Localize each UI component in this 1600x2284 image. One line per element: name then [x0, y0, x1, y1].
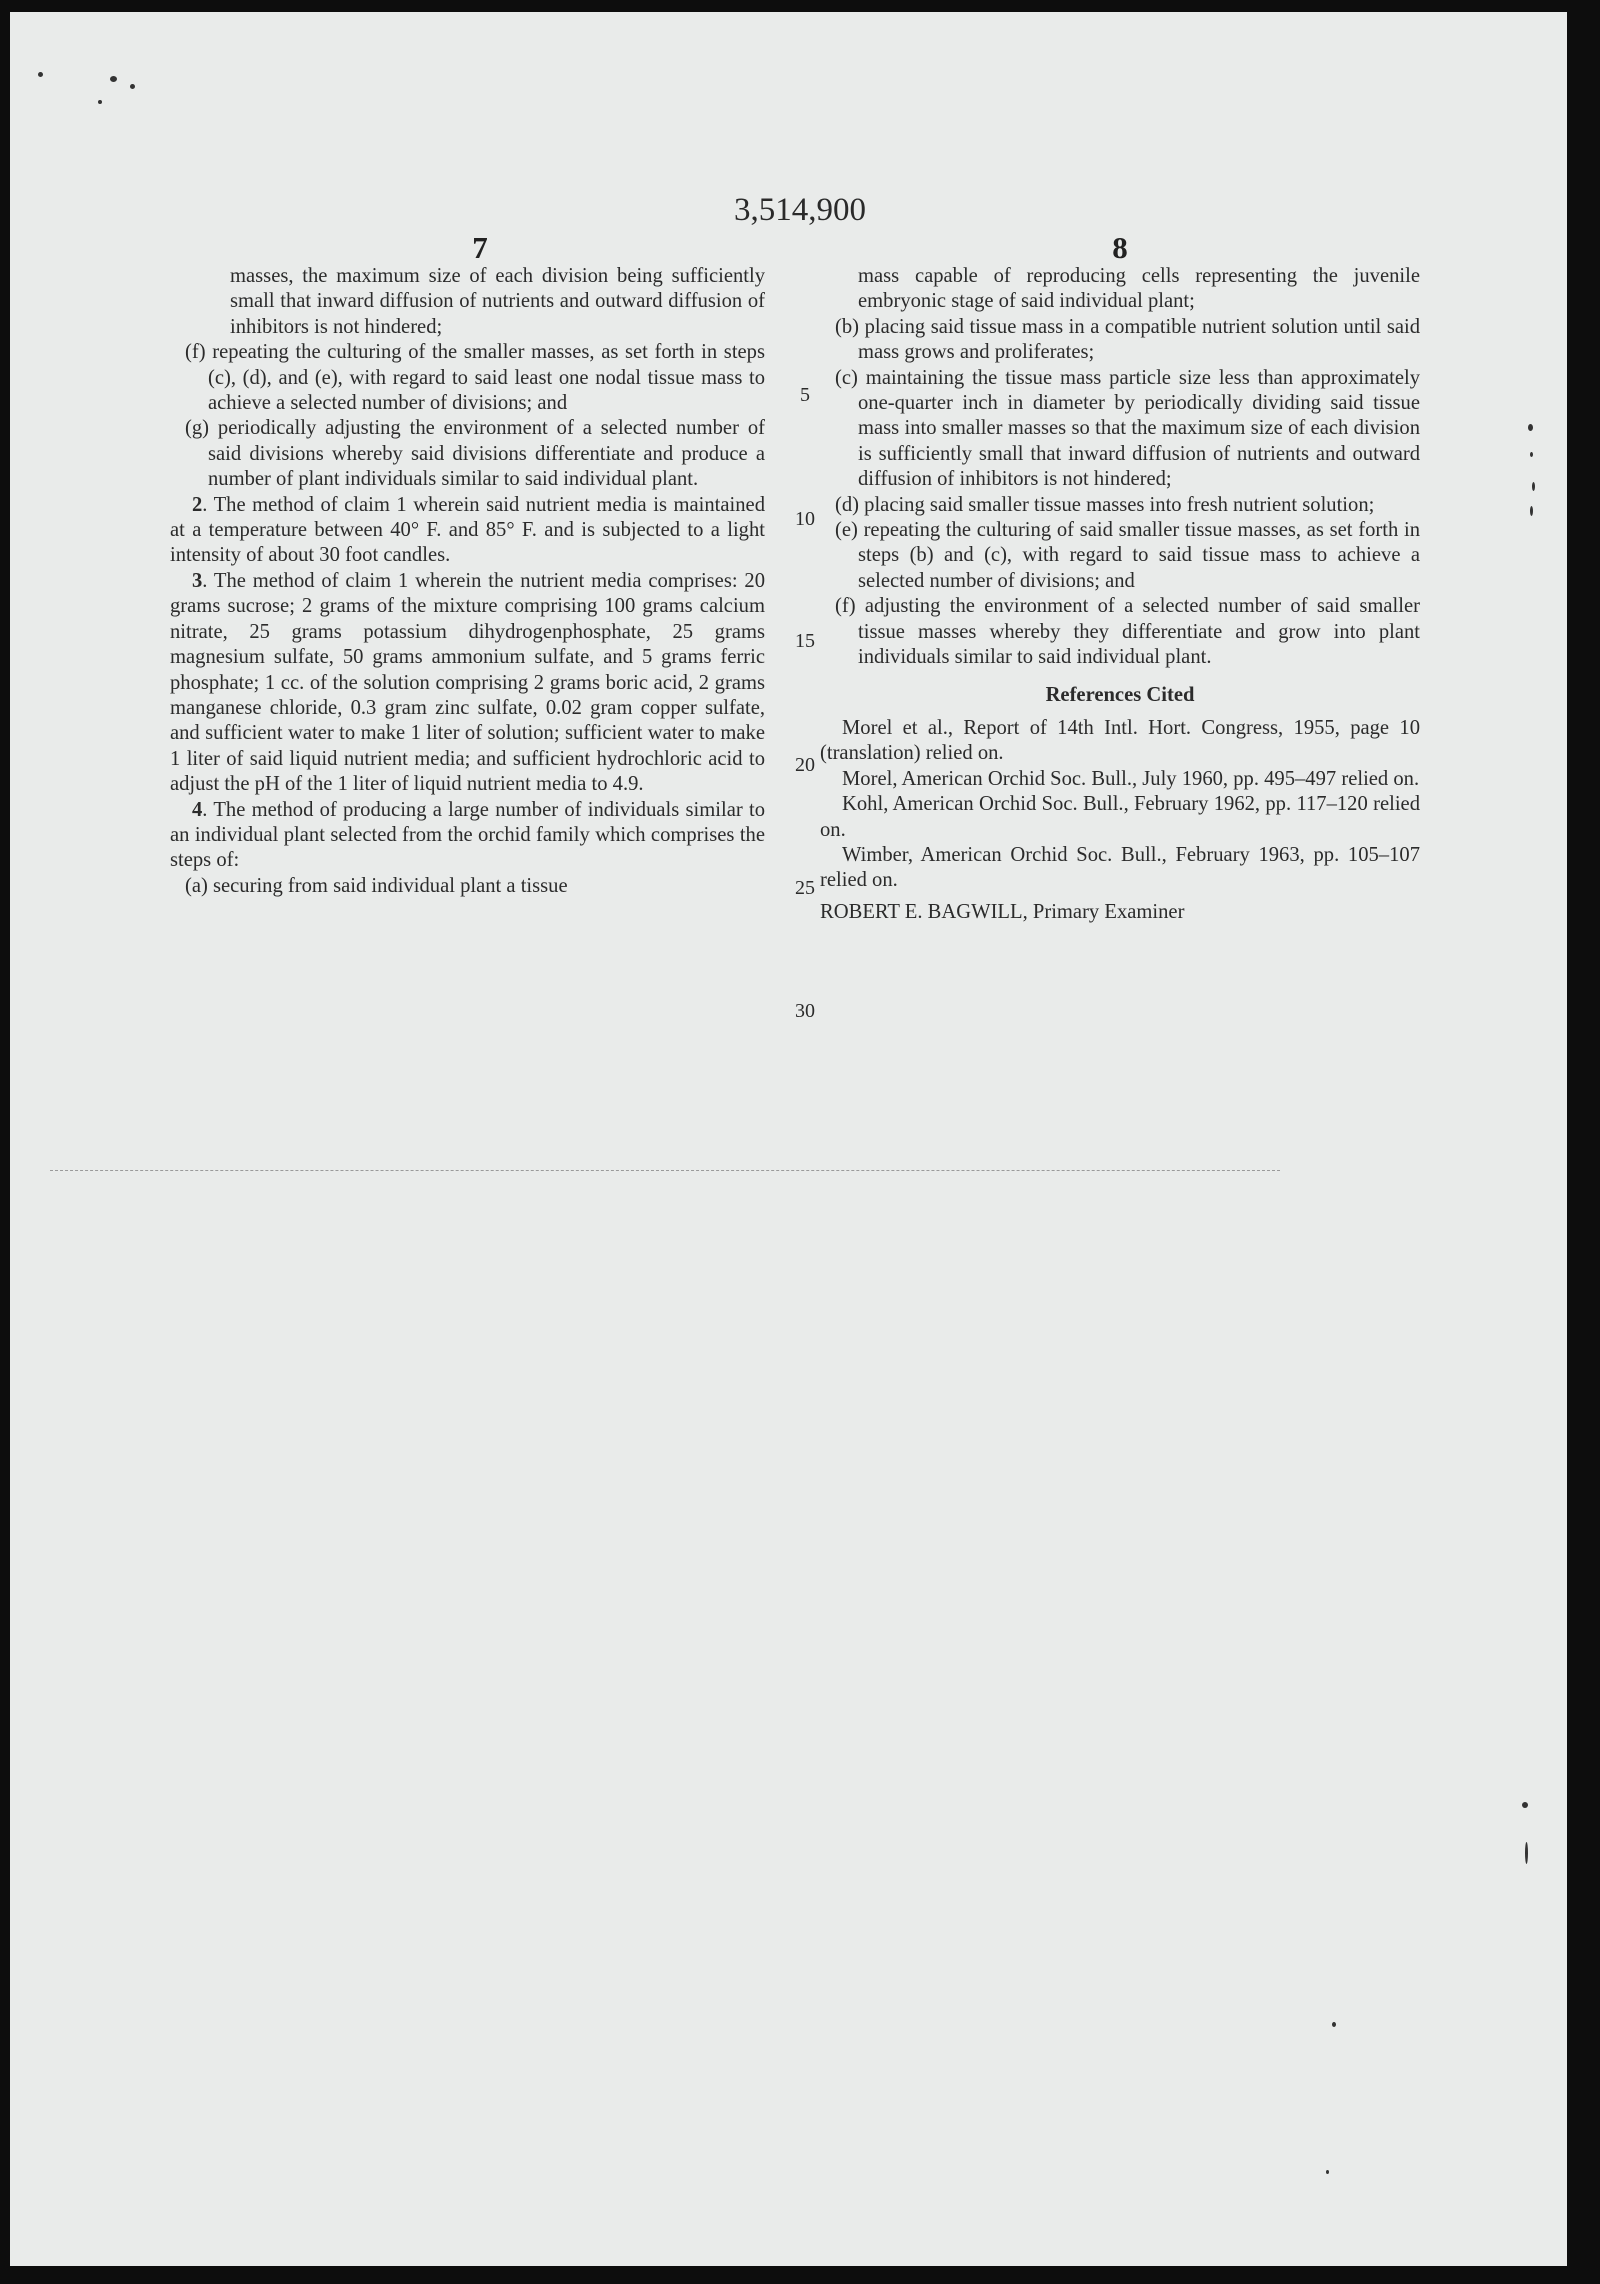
scan-speck: [1326, 2170, 1329, 2174]
scan-speck: [1530, 506, 1533, 516]
scan-speck: [38, 72, 43, 77]
scan-speck: [98, 100, 102, 104]
claim-4: [170, 798, 765, 874]
line-number-20: 20: [795, 754, 815, 776]
scan-speck: [110, 76, 117, 82]
reference-item: Wimber, American Orchid Soc. Bull., February 1963, pp. 105–107 relied on.: [820, 843, 1420, 892]
scan-speck: [1332, 2022, 1336, 2027]
scan-speck: [1528, 424, 1533, 431]
step-f: (f) repeating the culturing of the smaller masses, as set forth in steps (c), (d), and (e), with regard to said least one nodal tissue mass to achieve a selected number of divisions; and: [185, 341, 765, 415]
reference-item: Morel et al., Report of 14th Intl. Hort. Congress, 1955, page 10 (translation) relied on.: [820, 716, 1420, 765]
claim-4-number: 4: [192, 798, 203, 821]
scan-speck: [1530, 452, 1533, 457]
reference-item: Morel, American Orchid Soc. Bull., July 1960, pp. 495–497 relied on.: [842, 767, 1420, 790]
step-f-claim4: (f) adjusting the environment of a selected number of said smaller tissue masses whereby they differentiate and grow into plant individuals similar to said individual plant.: [835, 595, 1420, 669]
left-column: [170, 264, 765, 899]
scan-speck: [1532, 482, 1535, 491]
references-heading: References Cited: [1045, 683, 1195, 706]
primary-examiner: ROBERT E. BAGWILL, Primary Examiner: [820, 900, 1185, 923]
continued-step-text: masses, the maximum size of each division being sufficiently small that inward diffusion of nutrients and outward diffusion of inhibitors is not hindered;: [230, 265, 765, 338]
line-number-25: 25: [795, 877, 815, 899]
claim-2-text: . The method of claim 1 wherein said nutrient media is maintained at a temperature between 40° F. and 85° F. and is subjected to a light intensity of about 30 foot candles.: [170, 493, 765, 567]
claim-4-text: . The method of producing a large number of individuals similar to an individual plant selected from the orchid family which comprises the steps of:: [170, 798, 765, 872]
line-number-5: 5: [800, 384, 810, 406]
right-column: [820, 264, 1420, 925]
step-a: (a) securing from said individual plant a tissue: [185, 874, 568, 897]
line-number-15: 15: [795, 630, 815, 652]
scan-speck: [130, 84, 135, 89]
step-e: (e) repeating the culturing of said smaller tissue masses, as set forth in steps (b) and (c), with regard to said tissue mass to achieve a selected number of divisions; and: [835, 519, 1420, 592]
claim-3-number: 3: [192, 569, 203, 592]
fold-line: [50, 1170, 1280, 1171]
step-a-continued: mass capable of reproducing cells representing the juvenile embryonic stage of said individual plant;: [858, 265, 1420, 313]
line-number-10: 10: [795, 508, 815, 530]
claim-3-text: . The method of claim 1 wherein the nutrient media comprises: 20 grams sucrose; 2 grams of the mixture comprising 100 grams calcium nitrate, 25 grams potassium dihydrogenphosphate, 25 grams magnesium sulfate, 50 grams ammonium sulfate, and 5 grams ferric phosphate; 1 cc. of the solution comprising 2 grams boric acid, 2 grams manganese chloride, 0.3 gram zinc sulfate, 0.02 gram copper sulfate, and sufficient water to make 1 liter of solution; sufficient water to make 1 liter of said liquid nutrient media; and sufficient hydrochloric acid to adjust the pH of the 1 liter of liquid nutrient media to 4.9.: [170, 569, 765, 796]
patent-number: 3,514,900: [734, 192, 866, 228]
step-b: (b) placing said tissue mass in a compatible nutrient solution until said mass grows and proliferates;: [835, 315, 1420, 364]
patent-page: [10, 12, 1567, 2266]
line-number-30: 30: [795, 1000, 815, 1022]
claim-2: [170, 493, 765, 569]
claim-3: [170, 569, 765, 798]
claim-2-number: 2: [192, 493, 203, 516]
step-g: (g) periodically adjusting the environment of a selected number of said divisions whereby said divisions differentiate and produce a number of plant individuals similar to said individual plant.: [185, 417, 765, 491]
scan-speck: [1525, 1842, 1528, 1864]
column-number-left: 7: [472, 230, 488, 265]
step-c: (c) maintaining the tissue mass particle size less than approximately one-quarter inch in diameter by periodically dividing said tissue mass into smaller masses so that the maximum size of each division is sufficiently small that inward diffusion of nutrients and outward diffusion of inhibitors is not hindered;: [835, 366, 1420, 491]
scan-speck: [1522, 1802, 1528, 1808]
reference-item: Kohl, American Orchid Soc. Bull., February 1962, pp. 117–120 relied on.: [820, 793, 1420, 841]
column-number-right: 8: [1112, 230, 1128, 265]
step-d: (d) placing said smaller tissue masses into fresh nutrient solution;: [835, 493, 1375, 516]
